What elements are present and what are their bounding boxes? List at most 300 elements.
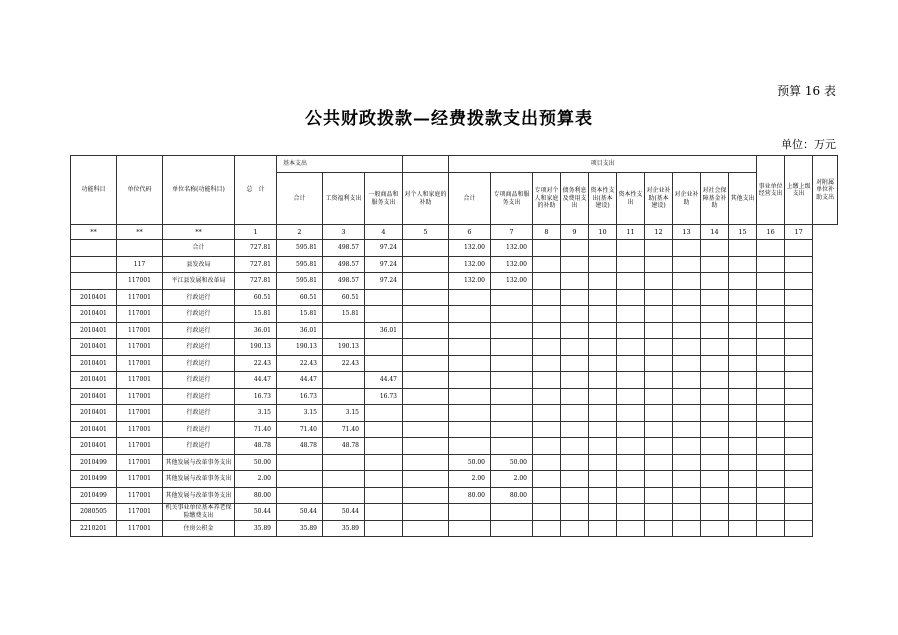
func-cell bbox=[71, 273, 117, 290]
goods-cell bbox=[365, 355, 403, 372]
empty-cell bbox=[701, 421, 729, 438]
empty-cell bbox=[561, 240, 589, 257]
name-cell: 行政运行 bbox=[163, 405, 235, 422]
empty-cell bbox=[673, 322, 701, 339]
empty-cell bbox=[561, 388, 589, 405]
func-cell: 2210201 bbox=[71, 520, 117, 537]
project-goods-cell bbox=[491, 504, 533, 521]
seq-cell: 14 bbox=[701, 225, 729, 240]
empty-cell bbox=[533, 454, 561, 471]
empty-cell bbox=[645, 520, 673, 537]
empty-cell bbox=[785, 520, 813, 537]
seq-cell: 13 bbox=[673, 225, 701, 240]
project-sum-cell bbox=[449, 388, 491, 405]
empty-cell bbox=[701, 355, 729, 372]
empty-cell bbox=[533, 388, 561, 405]
name-cell: 其他发展与改革事务支出 bbox=[163, 487, 235, 504]
col-header-debt: 债务利息及费用支出 bbox=[561, 173, 589, 225]
salary-cell bbox=[323, 471, 365, 488]
personal-cell bbox=[403, 388, 449, 405]
project-sum-cell bbox=[449, 322, 491, 339]
col-header-proj-goods: 专项商品和服务支出 bbox=[491, 173, 533, 225]
total-cell: 35.89 bbox=[235, 520, 277, 537]
empty-cell bbox=[701, 487, 729, 504]
total-cell: 190.13 bbox=[235, 339, 277, 356]
empty-cell bbox=[757, 256, 785, 273]
salary-cell: 50.44 bbox=[323, 504, 365, 521]
total-cell: 71.40 bbox=[235, 421, 277, 438]
empty-cell bbox=[701, 372, 729, 389]
empty-cell bbox=[785, 487, 813, 504]
goods-cell: 16.73 bbox=[365, 388, 403, 405]
empty-cell bbox=[785, 471, 813, 488]
basic-sum-cell: 595.81 bbox=[277, 273, 323, 290]
empty-cell bbox=[561, 471, 589, 488]
table-row bbox=[71, 438, 838, 455]
basic-sum-cell bbox=[277, 471, 323, 488]
salary-cell bbox=[323, 388, 365, 405]
basic-sum-cell: 71.40 bbox=[277, 421, 323, 438]
total-cell: 15.81 bbox=[235, 306, 277, 323]
code-cell: 117001 bbox=[117, 372, 163, 389]
project-goods-cell bbox=[491, 372, 533, 389]
total-cell: 44.47 bbox=[235, 372, 277, 389]
empty-cell bbox=[729, 504, 757, 521]
table-number: 预算 16 表 bbox=[777, 84, 836, 98]
empty-cell bbox=[757, 487, 785, 504]
empty-cell bbox=[645, 273, 673, 290]
empty-cell bbox=[589, 322, 617, 339]
project-sum-cell: 80.00 bbox=[449, 487, 491, 504]
basic-sum-cell: 15.81 bbox=[277, 306, 323, 323]
func-cell: 2010401 bbox=[71, 388, 117, 405]
empty-cell bbox=[729, 405, 757, 422]
empty-cell bbox=[701, 306, 729, 323]
name-cell: 住房公积金 bbox=[163, 520, 235, 537]
salary-cell: 35.89 bbox=[323, 520, 365, 537]
goods-cell bbox=[365, 306, 403, 323]
salary-cell: 190.13 bbox=[323, 339, 365, 356]
empty-cell bbox=[701, 471, 729, 488]
func-cell: 2010401 bbox=[71, 438, 117, 455]
table-row bbox=[71, 256, 838, 273]
empty-cell bbox=[533, 256, 561, 273]
personal-cell bbox=[403, 339, 449, 356]
col-header-social: 对社会保障基金补助 bbox=[701, 173, 729, 225]
empty-cell bbox=[757, 339, 785, 356]
empty-cell bbox=[701, 339, 729, 356]
empty-cell bbox=[757, 454, 785, 471]
basic-sum-cell: 22.43 bbox=[277, 355, 323, 372]
func-cell: 2010499 bbox=[71, 487, 117, 504]
empty-cell bbox=[757, 322, 785, 339]
seq-cell: 10 bbox=[589, 225, 617, 240]
project-goods-cell bbox=[491, 388, 533, 405]
name-cell: 平江县发展和改革局 bbox=[163, 273, 235, 290]
total-cell: 50.44 bbox=[235, 504, 277, 521]
empty-cell bbox=[757, 421, 785, 438]
name-cell: 行政运行 bbox=[163, 372, 235, 389]
name-cell: 机关事业单位基本养老保险缴费支出 bbox=[163, 504, 235, 521]
basic-sum-cell: 190.13 bbox=[277, 339, 323, 356]
seq-cell: 11 bbox=[617, 225, 645, 240]
basic-sum-cell: 50.44 bbox=[277, 504, 323, 521]
empty-cell bbox=[645, 256, 673, 273]
code-cell: 117001 bbox=[117, 388, 163, 405]
func-cell: 2010499 bbox=[71, 471, 117, 488]
seq-cell: 9 bbox=[561, 225, 589, 240]
project-goods-cell: 132.00 bbox=[491, 240, 533, 257]
col-header-enterprise-basic: 对企业补助(基本建设) bbox=[645, 173, 673, 225]
empty-cell bbox=[617, 339, 645, 356]
name-cell: 其他发展与改革事务支出 bbox=[163, 471, 235, 488]
goods-cell: 97.24 bbox=[365, 273, 403, 290]
empty-cell bbox=[617, 438, 645, 455]
project-goods-cell bbox=[491, 355, 533, 372]
empty-cell bbox=[561, 405, 589, 422]
empty-cell bbox=[673, 240, 701, 257]
empty-cell bbox=[673, 471, 701, 488]
table-row bbox=[71, 388, 838, 405]
empty-cell bbox=[729, 273, 757, 290]
seq-cell: 16 bbox=[757, 225, 785, 240]
table-row bbox=[71, 372, 838, 389]
goods-cell: 44.47 bbox=[365, 372, 403, 389]
empty-cell bbox=[785, 405, 813, 422]
empty-cell bbox=[533, 520, 561, 537]
empty-cell bbox=[785, 339, 813, 356]
basic-sum-cell: 35.89 bbox=[277, 520, 323, 537]
code-cell: 117001 bbox=[117, 471, 163, 488]
name-cell: 行政运行 bbox=[163, 306, 235, 323]
seq-cell: 8 bbox=[533, 225, 561, 240]
col-header-affiliated: 对附属单位补助支出 bbox=[813, 156, 838, 225]
empty-cell bbox=[645, 355, 673, 372]
col-header-empty bbox=[403, 156, 449, 173]
empty-cell bbox=[673, 405, 701, 422]
empty-cell bbox=[533, 405, 561, 422]
project-goods-cell: 80.00 bbox=[491, 487, 533, 504]
empty-cell bbox=[729, 240, 757, 257]
empty-cell bbox=[757, 273, 785, 290]
name-cell: 其他发展与改革事务支出 bbox=[163, 454, 235, 471]
project-sum-cell: 132.00 bbox=[449, 256, 491, 273]
empty-cell bbox=[533, 273, 561, 290]
empty-cell bbox=[561, 306, 589, 323]
empty-cell bbox=[589, 372, 617, 389]
salary-cell: 71.40 bbox=[323, 421, 365, 438]
seq-row bbox=[71, 225, 838, 240]
project-goods-cell bbox=[491, 289, 533, 306]
func-cell: 2010401 bbox=[71, 421, 117, 438]
total-cell: 48.78 bbox=[235, 438, 277, 455]
empty-cell bbox=[561, 355, 589, 372]
empty-cell bbox=[589, 273, 617, 290]
empty-cell bbox=[785, 256, 813, 273]
code-cell: 117001 bbox=[117, 405, 163, 422]
table-row bbox=[71, 273, 838, 290]
empty-cell bbox=[561, 504, 589, 521]
col-header-name: 单位名称(功能科目) bbox=[163, 156, 235, 225]
empty-cell bbox=[617, 240, 645, 257]
empty-cell bbox=[785, 289, 813, 306]
empty-cell bbox=[729, 306, 757, 323]
empty-cell bbox=[645, 421, 673, 438]
total-cell: 3.15 bbox=[235, 405, 277, 422]
total-cell: 36.01 bbox=[235, 322, 277, 339]
empty-cell bbox=[533, 322, 561, 339]
project-sum-cell bbox=[449, 520, 491, 537]
table-row bbox=[71, 289, 838, 306]
empty-cell bbox=[589, 339, 617, 356]
goods-cell bbox=[365, 289, 403, 306]
seq-cell: 1 bbox=[235, 225, 277, 240]
empty-cell bbox=[589, 405, 617, 422]
empty-cell bbox=[617, 289, 645, 306]
empty-cell bbox=[785, 421, 813, 438]
project-sum-cell: 2.00 bbox=[449, 471, 491, 488]
empty-cell bbox=[757, 471, 785, 488]
seq-cell: 12 bbox=[645, 225, 673, 240]
empty-cell bbox=[729, 289, 757, 306]
empty-cell bbox=[533, 306, 561, 323]
goods-cell: 97.24 bbox=[365, 240, 403, 257]
project-goods-cell bbox=[491, 306, 533, 323]
project-sum-cell bbox=[449, 289, 491, 306]
empty-cell bbox=[561, 454, 589, 471]
name-cell: 行政运行 bbox=[163, 388, 235, 405]
empty-cell bbox=[785, 454, 813, 471]
total-cell: 2.00 bbox=[235, 471, 277, 488]
seq-cell: 3 bbox=[323, 225, 365, 240]
empty-cell bbox=[701, 454, 729, 471]
empty-cell bbox=[673, 339, 701, 356]
func-cell: 2010401 bbox=[71, 355, 117, 372]
goods-cell bbox=[365, 454, 403, 471]
empty-cell bbox=[729, 471, 757, 488]
table-row bbox=[71, 471, 838, 488]
empty-cell bbox=[561, 339, 589, 356]
basic-sum-cell bbox=[277, 487, 323, 504]
project-goods-cell bbox=[491, 405, 533, 422]
code-cell: 117001 bbox=[117, 421, 163, 438]
col-header-superior: 上缴上级支出 bbox=[785, 156, 813, 225]
empty-cell bbox=[533, 289, 561, 306]
project-goods-cell bbox=[491, 322, 533, 339]
project-sum-cell bbox=[449, 339, 491, 356]
empty-cell bbox=[533, 372, 561, 389]
empty-cell bbox=[589, 504, 617, 521]
empty-cell bbox=[533, 240, 561, 257]
empty-cell bbox=[589, 454, 617, 471]
code-cell: 117001 bbox=[117, 273, 163, 290]
goods-cell bbox=[365, 421, 403, 438]
code-cell: 117001 bbox=[117, 487, 163, 504]
project-goods-cell bbox=[491, 339, 533, 356]
func-cell bbox=[71, 240, 117, 257]
page-title: 公共财政拨款—经费拨款支出预算表 bbox=[305, 109, 593, 129]
func-cell: 2010401 bbox=[71, 322, 117, 339]
basic-sum-cell: 60.51 bbox=[277, 289, 323, 306]
salary-cell: 48.78 bbox=[323, 438, 365, 455]
empty-cell bbox=[757, 372, 785, 389]
salary-cell bbox=[323, 487, 365, 504]
salary-cell: 498.57 bbox=[323, 273, 365, 290]
col-header-project: 项目支出 bbox=[449, 156, 757, 173]
seq-cell: 17 bbox=[785, 225, 813, 240]
name-cell: 县发改局 bbox=[163, 256, 235, 273]
code-cell: 117001 bbox=[117, 504, 163, 521]
goods-cell bbox=[365, 405, 403, 422]
empty-cell bbox=[701, 388, 729, 405]
empty-cell bbox=[617, 471, 645, 488]
basic-sum-cell: 595.81 bbox=[277, 240, 323, 257]
col-header-business: 事业单位经营支出 bbox=[757, 156, 785, 225]
total-cell: 22.43 bbox=[235, 355, 277, 372]
goods-cell bbox=[365, 487, 403, 504]
empty-cell bbox=[729, 355, 757, 372]
salary-cell: 22.43 bbox=[323, 355, 365, 372]
project-sum-cell: 50.00 bbox=[449, 454, 491, 471]
empty-cell bbox=[561, 273, 589, 290]
code-cell: 117 bbox=[117, 256, 163, 273]
unit-label: 单位：万元 bbox=[781, 138, 836, 151]
func-cell: 2010401 bbox=[71, 306, 117, 323]
func-cell: 2010401 bbox=[71, 289, 117, 306]
table-row bbox=[71, 520, 838, 537]
empty-cell bbox=[729, 454, 757, 471]
col-header-enterprise: 对企业补助 bbox=[673, 173, 701, 225]
personal-cell bbox=[403, 454, 449, 471]
empty-cell bbox=[673, 306, 701, 323]
empty-cell bbox=[617, 273, 645, 290]
empty-cell bbox=[533, 504, 561, 521]
name-cell: 行政运行 bbox=[163, 322, 235, 339]
empty-cell bbox=[673, 454, 701, 471]
func-cell: 2010401 bbox=[71, 339, 117, 356]
empty-cell bbox=[533, 339, 561, 356]
empty-cell bbox=[645, 487, 673, 504]
col-header-basic-sum: 合计 bbox=[277, 173, 323, 225]
empty-cell bbox=[729, 438, 757, 455]
empty-cell bbox=[617, 372, 645, 389]
basic-sum-cell bbox=[277, 454, 323, 471]
seq-cell: 7 bbox=[491, 225, 533, 240]
empty-cell bbox=[589, 388, 617, 405]
empty-cell bbox=[757, 306, 785, 323]
empty-cell bbox=[785, 306, 813, 323]
empty-cell bbox=[645, 322, 673, 339]
basic-sum-cell: 48.78 bbox=[277, 438, 323, 455]
empty-cell bbox=[617, 256, 645, 273]
table-row bbox=[71, 322, 838, 339]
empty-cell bbox=[701, 240, 729, 257]
empty-cell bbox=[757, 405, 785, 422]
project-goods-cell bbox=[491, 520, 533, 537]
empty-cell bbox=[757, 289, 785, 306]
empty-cell bbox=[645, 339, 673, 356]
empty-cell bbox=[673, 289, 701, 306]
empty-cell bbox=[673, 372, 701, 389]
salary-cell bbox=[323, 372, 365, 389]
table-row bbox=[71, 306, 838, 323]
empty-cell bbox=[757, 355, 785, 372]
personal-cell bbox=[403, 355, 449, 372]
goods-cell bbox=[365, 438, 403, 455]
empty-cell bbox=[589, 520, 617, 537]
empty-cell bbox=[561, 322, 589, 339]
goods-cell bbox=[365, 339, 403, 356]
basic-sum-cell: 16.73 bbox=[277, 388, 323, 405]
empty-cell bbox=[673, 388, 701, 405]
seq-cell: 2 bbox=[277, 225, 323, 240]
table-row bbox=[71, 355, 838, 372]
empty-cell bbox=[589, 438, 617, 455]
empty-cell bbox=[729, 388, 757, 405]
empty-cell bbox=[617, 306, 645, 323]
project-sum-cell bbox=[449, 405, 491, 422]
code-cell: 117001 bbox=[117, 520, 163, 537]
empty-cell bbox=[729, 256, 757, 273]
name-cell: 行政运行 bbox=[163, 289, 235, 306]
personal-cell bbox=[403, 240, 449, 257]
code-cell: 117001 bbox=[117, 289, 163, 306]
personal-cell bbox=[403, 520, 449, 537]
col-header-code: 单位代码 bbox=[117, 156, 163, 225]
personal-cell bbox=[403, 487, 449, 504]
empty-cell bbox=[561, 438, 589, 455]
empty-cell bbox=[561, 256, 589, 273]
empty-cell bbox=[757, 504, 785, 521]
func-cell: 2010401 bbox=[71, 372, 117, 389]
empty-cell bbox=[785, 273, 813, 290]
empty-cell bbox=[589, 471, 617, 488]
personal-cell bbox=[403, 405, 449, 422]
empty-cell bbox=[785, 438, 813, 455]
budget-table bbox=[70, 155, 838, 537]
empty-cell bbox=[645, 405, 673, 422]
empty-cell bbox=[673, 355, 701, 372]
goods-cell bbox=[365, 504, 403, 521]
col-header-func: 功能科目 bbox=[71, 156, 117, 225]
project-sum-cell bbox=[449, 355, 491, 372]
project-sum-cell bbox=[449, 438, 491, 455]
project-goods-cell bbox=[491, 438, 533, 455]
empty-cell bbox=[561, 421, 589, 438]
empty-cell bbox=[785, 240, 813, 257]
personal-cell bbox=[403, 322, 449, 339]
goods-cell: 97.24 bbox=[365, 256, 403, 273]
table-row bbox=[71, 454, 838, 471]
empty-cell bbox=[561, 289, 589, 306]
goods-cell: 36.01 bbox=[365, 322, 403, 339]
col-header-total: 总 计 bbox=[235, 156, 277, 225]
project-goods-cell: 132.00 bbox=[491, 273, 533, 290]
empty-cell bbox=[533, 355, 561, 372]
code-cell bbox=[117, 240, 163, 257]
project-goods-cell: 132.00 bbox=[491, 256, 533, 273]
empty-cell bbox=[701, 504, 729, 521]
empty-cell bbox=[589, 256, 617, 273]
empty-cell bbox=[589, 487, 617, 504]
project-sum-cell: 132.00 bbox=[449, 240, 491, 257]
code-cell: 117001 bbox=[117, 454, 163, 471]
basic-sum-cell: 36.01 bbox=[277, 322, 323, 339]
col-header-capital-basic: 资本性支出(基本建设) bbox=[589, 173, 617, 225]
total-cell: 60.51 bbox=[235, 289, 277, 306]
goods-cell bbox=[365, 520, 403, 537]
empty-cell bbox=[617, 504, 645, 521]
